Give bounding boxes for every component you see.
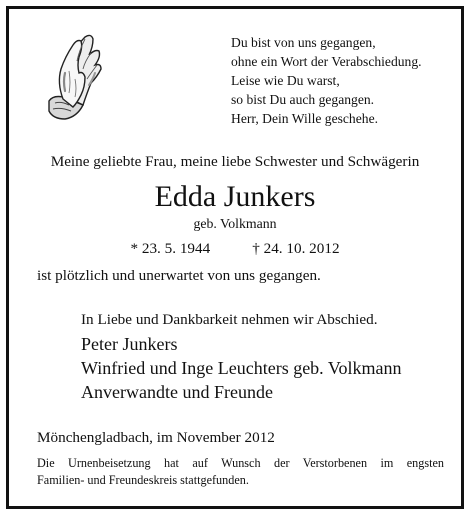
poem [231, 34, 456, 128]
poem-line: ohne ein Wort der Verabschiedung. [231, 53, 422, 69]
poem-line: so bist Du auch gegangen. [231, 91, 375, 107]
place-date: Mönchengladbach, im November 2012 [37, 429, 275, 446]
mourners-list [81, 332, 402, 404]
urn-burial-note [37, 455, 444, 489]
mourner: Anverwandte und Freunde [81, 382, 273, 402]
mourner: Peter Junkers [81, 334, 178, 354]
mourner: Winfried und Inge Leuchters geb. Volkmann [81, 358, 402, 378]
poem-line: Herr, Dein Wille geschehe. [231, 110, 378, 126]
life-dates [9, 240, 461, 258]
passed-away-line: ist plötzlich und unerwartet von uns gegangen. [37, 267, 321, 284]
poem-line: Du bist von uns gegangen, [231, 35, 376, 50]
birth-date: * 23. 5. 1944 [130, 240, 211, 257]
urn-note-line: Familien- und Freundeskreis stattgefunden. [37, 473, 249, 487]
obituary-notice [6, 6, 464, 509]
praying-hands-icon [39, 31, 123, 123]
poem-line: Leise wie Du warst, [231, 72, 340, 88]
maiden-name: geb. Volkmann [193, 216, 277, 231]
farewell-line: In Liebe und Dankbarkeit nehmen wir Abschied. [81, 311, 378, 328]
urn-note-line: Die Urnenbeisetzung hat auf Wunsch der Verstorbenen im engsten [37, 456, 444, 470]
intro-line: Meine geliebte Frau, meine liebe Schwester und Schwägerin [50, 153, 420, 170]
deceased-name: Edda Junkers [154, 180, 316, 213]
death-date: † 24. 10. 2012 [252, 240, 340, 257]
